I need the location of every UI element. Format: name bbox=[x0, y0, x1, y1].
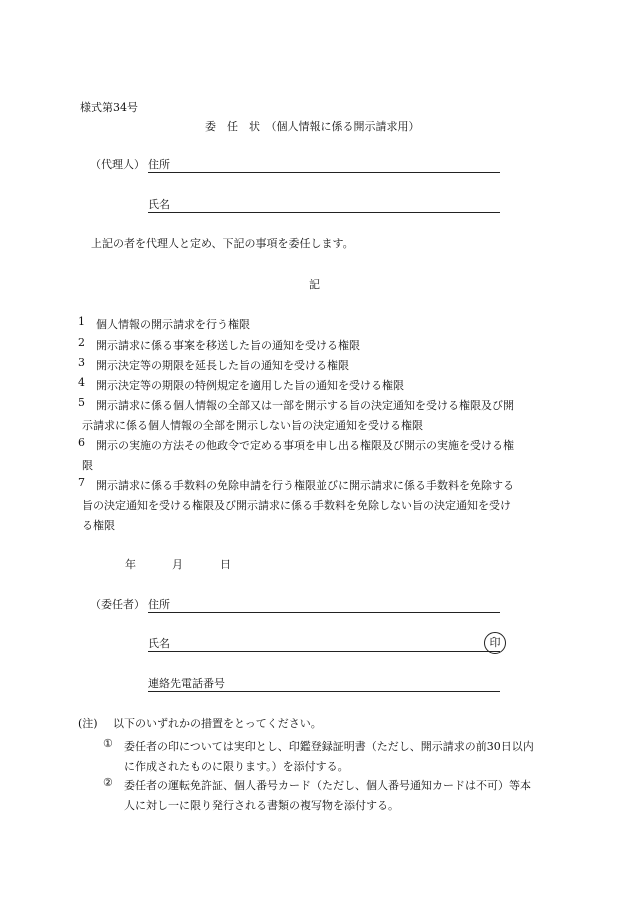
item-text-continued: る権限 bbox=[82, 519, 115, 532]
note-item bbox=[103, 776, 531, 816]
principal-name-field[interactable] bbox=[148, 651, 500, 652]
agent-name-label: 氏名 bbox=[148, 198, 170, 211]
seal-mark: 印 bbox=[484, 632, 506, 654]
item-text: 個人情報の開示請求を行う権限 bbox=[96, 318, 250, 331]
note-text: 委任者の印については実印とし、印鑑登録証明書（ただし、開示請求の前30日以内 bbox=[124, 740, 534, 753]
item-text-continued: 旨の決定通知を受ける権限及び開示請求に係る手数料を免除しない旨の決定通知を受け bbox=[82, 499, 511, 512]
page-title: 委 任 状 （個人情報に係る開示請求用） bbox=[205, 120, 420, 133]
item-text: 開示請求に係る個人情報の全部又は一部を開示する旨の決定通知を受ける権限及び開 bbox=[96, 399, 514, 412]
agent-name-field[interactable] bbox=[148, 212, 500, 213]
date-year: 年 bbox=[125, 558, 136, 571]
agent-label: （代理人） bbox=[90, 158, 145, 171]
item-number: 7 bbox=[78, 476, 85, 489]
note-mark: ② bbox=[103, 776, 113, 789]
principal-address-label: 住所 bbox=[148, 598, 170, 611]
date-month: 月 bbox=[172, 558, 183, 571]
note-label: (注) bbox=[78, 717, 98, 730]
item-number: 4 bbox=[78, 376, 85, 389]
item-number: 6 bbox=[78, 436, 85, 449]
list-item bbox=[78, 436, 553, 476]
date-day: 日 bbox=[220, 558, 231, 571]
form-number: 様式第34号 bbox=[80, 101, 138, 114]
list-item bbox=[78, 396, 553, 436]
note-text-continued: 人に対し一に限り発行される書類の複写物を添付する。 bbox=[124, 799, 399, 812]
note-intro: 以下のいずれかの措置をとってください。 bbox=[113, 717, 322, 730]
list-item bbox=[78, 356, 553, 376]
item-text: 開示請求に係る事案を移送した旨の通知を受ける権限 bbox=[96, 339, 360, 352]
note-text: 委任者の運転免許証、個人番号カード（ただし、個人番号通知カードは不可）等本 bbox=[124, 779, 531, 792]
note-mark: ① bbox=[103, 737, 113, 750]
principal-address-field[interactable] bbox=[148, 612, 500, 613]
note-text-continued: に作成されたものに限ります。）を添付する。 bbox=[124, 760, 349, 773]
agent-address-field[interactable] bbox=[148, 172, 500, 173]
principal-name-label: 氏名 bbox=[148, 637, 170, 650]
list-item bbox=[78, 336, 553, 356]
agent-address-label: 住所 bbox=[148, 158, 170, 171]
principal-label: （委任者） bbox=[90, 598, 145, 611]
item-text: 開示決定等の期限の特例規定を適用した旨の通知を受ける権限 bbox=[96, 379, 404, 392]
item-text-continued: 限 bbox=[82, 459, 93, 472]
delegation-statement: 上記の者を代理人と定め、下記の事項を委任します。 bbox=[91, 237, 354, 250]
item-number: 2 bbox=[78, 336, 85, 349]
note-item bbox=[103, 737, 534, 777]
item-text: 開示請求に係る手数料の免除申請を行う権限並びに開示請求に係る手数料を免除する bbox=[96, 479, 514, 492]
item-text: 開示決定等の期限を延長した旨の通知を受ける権限 bbox=[96, 359, 349, 372]
list-item bbox=[78, 476, 553, 536]
item-number: 3 bbox=[78, 356, 85, 369]
item-number: 5 bbox=[78, 396, 85, 409]
ki-heading: 記 bbox=[309, 278, 320, 291]
item-number: 1 bbox=[78, 315, 85, 328]
item-text: 開示の実施の方法その他政令で定める事項を申し出る権限及び開示の実施を受ける権 bbox=[96, 439, 514, 452]
principal-phone-label: 連絡先電話番号 bbox=[148, 677, 225, 690]
list-item bbox=[78, 376, 553, 396]
list-item bbox=[78, 315, 553, 335]
item-text-continued: 示請求に係る個人情報の全部を開示しない旨の決定通知を受ける権限 bbox=[82, 419, 423, 432]
principal-phone-field[interactable] bbox=[148, 691, 500, 692]
